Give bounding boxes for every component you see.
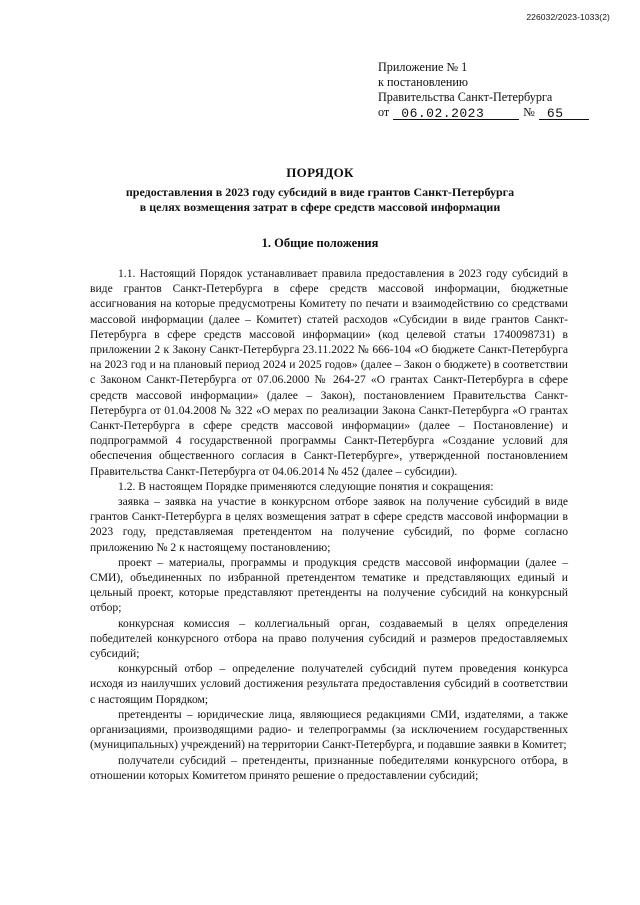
date-prefix: от	[378, 105, 390, 119]
appendix-authority: Правительства Санкт-Петербурга	[378, 90, 553, 104]
title-subtitle-line-2: в целях возмещения затрат в сфере средств массовой информации	[139, 200, 501, 214]
paragraph-1-1: 1.1. Настоящий Порядок устанавливает правила предоставления в 2023 году субсидий в виде грантов Санкт-Петербурга в сфере средств массовой информации, бюджетные ассигнования на которые предусмотрены Комитету по печати и взаимодействию со средствами массовой информации (далее – Комитет) статей расходов «Субсидии в виде грантов Санкт-Петербурга в сфере средств массовой информации» (код целевой статьи 1740098731) в приложении 2 к Закону Санкт-Петербурга 23.11.2022 № 666-104 «О бюджете Санкт-Петербурга на 2023 год и на плановый период 2024 и 2025 годов» (далее – Закон о бюджете) в соответствии с Законом Санкт-Петербурга от 07.06.2000 № 264-27 «О грантах Санкт-Петербурга в сфере средств массовой информации» (далее – Закон), постановлением Правительства Санкт-Петербурга от 01.04.2008 № 322 «О мерах по реализации Закона Санкт-Петербурга «О грантах Санкт-Петербурга в сфере средств массовой информации» (далее – Постановление) и подпрограммой 4 государственной программы Санкт-Петербурга «Создание условий для обеспечения общественного согласия в Санкт-Петербурге», утвержденной постановлением Правительства Санкт-Петербурга от 04.06.2014 № 452 (далее – субсидии).	[90, 267, 568, 478]
document-id: 226032/2023-1033(2)	[526, 12, 610, 22]
definition-poluchateli: получатели субсидий – претенденты, признанные победителями конкурсного отбора, в отношении которых Комитетом принято решение о предоставлении субсидий;	[90, 753, 568, 782]
appendix-reference: к постановлению	[378, 75, 469, 89]
handwritten-number: 65	[539, 108, 589, 120]
appendix-block	[378, 60, 618, 120]
paragraph-1-2: 1.2. В настоящем Порядке применяются следующие понятия и сокращения:	[118, 479, 494, 493]
definition-pretendenty: претенденты – юридические лица, являющиеся редакциями СМИ, издателями, а также организациями, производящими радио- и телепрограммы (за исключением государственных (муниципальных) учреждений) на территории Санкт-Петербурга, и подавшие заявки в Комитет;	[90, 707, 568, 752]
definition-konkursnyi-otbor: конкурсный отбор – определение получателей субсидий путем проведения конкурса исходя из наилучших условий достижения результата предоставления субсидий в соответствии с настоящим Порядком;	[90, 662, 568, 706]
definition-konkursnaya-komissiya: конкурсная комиссия – коллегиальный орган, создаваемый в целях определения победителей конкурсного отбора на право получения субсидий и размеров предоставляемых субсидий;	[90, 616, 568, 661]
appendix-date-line	[378, 105, 618, 120]
definition-proekt: проект – материалы, программы и продукция средств массовой информации (далее – СМИ), объединенных по избранной претендентом тематике и представляющих единый и цельный проект, которые представляют претенденты на получение субсидий на конкурсный отбор;	[90, 555, 568, 615]
body-text	[90, 266, 568, 783]
definition-zayavka: заявка – заявка на участие в конкурсном отборе заявок на получение субсидий в виде грантов Санкт-Петербурга в целях возмещения затрат в сфере средств массовой информации в 2023 году, представляемая претендентом на получение субсидий, по форме согласно приложению № 2 к настоящему постановлению;	[90, 495, 568, 554]
title-main: ПОРЯДОК	[286, 165, 354, 180]
title-subtitle-line-1: предоставления в 2023 году субсидий в виде грантов Санкт-Петербурга	[125, 185, 515, 199]
handwritten-date: 06.02.2023	[393, 108, 519, 120]
document-title	[60, 165, 580, 215]
section-heading: 1. Общие положения	[261, 236, 379, 250]
appendix-title: Приложение № 1	[378, 60, 468, 74]
number-prefix: №	[523, 105, 535, 119]
